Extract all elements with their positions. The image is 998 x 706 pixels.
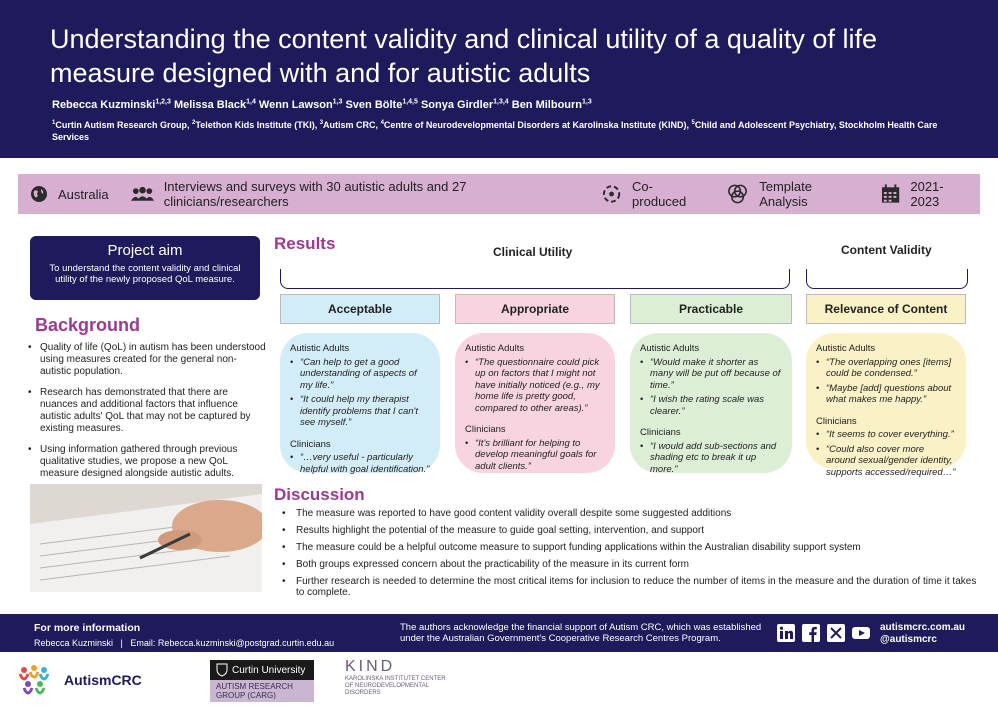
contact-separator: | [120,638,123,648]
group-label: Autistic Adults [290,343,350,354]
group-label: Autistic Adults [640,343,700,354]
group-label: Clinicians [465,424,506,435]
curtin-crest-icon [216,663,228,677]
project-aim-box [30,236,260,300]
info-analysis: Template Analysis [726,179,859,209]
group-label: Clinicians [816,415,857,427]
autismcrc-logo [16,660,142,700]
category-acceptable: Acceptable [280,294,440,324]
author: Sven Bölte$^{1,4,5}$ [345,98,418,111]
linkedin-icon[interactable] [776,623,796,643]
x-icon[interactable] [826,623,846,643]
curtin-logo [210,660,314,702]
group-label: Clinicians [640,427,681,438]
contact-email[interactable]: Email: Rebecca.kuzminski@postgrad.curtin.edu.au [130,638,335,648]
author: Melissa Black$^{1,4}$ [173,98,256,111]
list-item: • Quality of life (QoL) in autism has been understood using measures created for the general non-autistic population. [28,342,266,378]
content-validity-bracket [806,269,968,289]
quote: • “Would make it shorter as many will be put off because of time.” [640,357,782,392]
quote: • “The overlapping ones [items] could be condensed.” [816,357,956,380]
list-item: • The measure was reported to have good content validity overall despite some suggested additions [280,508,980,519]
calendar-icon [881,184,900,204]
category-practicable: Practicable [630,294,792,324]
background-list [28,342,266,489]
venn-icon [726,183,749,205]
category-relevance: Relevance of Content [806,294,966,324]
card-acceptable [280,333,440,473]
facebook-icon[interactable] [801,623,821,643]
results-heading: Results [274,234,336,253]
header [0,0,998,158]
clinical-utility-bracket [280,269,790,289]
discussion-heading: Discussion [274,485,365,504]
info-method: Interviews and surveys with 30 autistic adults and 27 clinicians/researchers [131,179,579,209]
project-aim-title: Project aim [107,242,183,259]
quote: • “…very useful - particularly helpful with goal identification.” [290,452,430,475]
quote: • “I would add sub-sections and shading etc to break it up more.” [640,441,782,476]
list-item: • Research has demonstrated that there are nuances and additional factors that influence autistic adults' QoL that may not be captured by existing measures. [28,387,266,435]
quote: • “It's brilliant for helping to develop meaningful goals for adult clients.” [465,438,605,473]
youtube-icon[interactable] [851,623,871,643]
info-years: 2021-2023 [881,179,970,209]
author: Rebecca Kuzminski$^{1,2,3}$ [52,98,171,111]
footer [0,614,998,652]
kind-logo-subtitle: KAROLINSKA INSTITUTET CENTER OF NEURODEVELOPMENTAL DISORDERS [345,676,446,696]
contact-name: Rebecca Kuzminski [34,638,114,648]
background-heading: Background [35,315,141,335]
info-design: Co-produced [601,179,704,209]
group-label: Autistic Adults [816,343,876,354]
clinical-utility-label: Clinical Utility [493,245,573,259]
list-item: • Both groups expressed concern about the practicability of the measure in its current form [280,559,980,570]
acknowledgement: The authors acknowledge the financial support of Autism CRC, which was established under the Australian Government's Cooperative Research Centres Program. [400,622,762,644]
web-info [880,622,965,646]
autismcrc-logo-text: AutismCRC [64,672,142,688]
kind-logo [345,658,455,697]
group-label: Clinicians [290,438,331,450]
website-link[interactable]: autismcrc.com.au [880,622,966,633]
social-handle: @autismcrc [880,634,937,645]
poster-title: Understanding the content validity and clinical utility of a quality of life measure designed with and for autistic adults [50,24,877,88]
card-practicable [630,333,792,473]
people-icon [131,186,154,202]
quote: • “It could help my therapist identify problems that I can't see myself.” [290,394,430,429]
quote: • “I wish the rating scale was clearer.” [640,394,782,417]
writing-photo [30,484,262,592]
project-aim-text: To understand the content validity and clinical utility of the newly proposed QoL measure. [49,263,241,285]
card-appropriate [455,333,615,473]
quote: • “It seems to cover everything.” [816,429,956,441]
hand-writing-image [30,484,262,592]
card-relevance [806,333,966,478]
author: Wenn Lawson$^{1,3}$ [258,98,343,111]
list-item: • The measure could be a helpful outcome measure to support funding applications within the Australian disability support system [280,542,980,553]
social-links [776,623,876,643]
curtin-group-label: AUTISM RESEARCH GROUP (CARG) [210,680,314,702]
quote: • “Can help to get a good understanding of aspects of my life.” [290,357,430,392]
kind-logo-text: KIND [345,658,396,675]
curtin-logo-top: Curtin University [210,660,314,680]
autismcrc-figures-icon [16,662,60,698]
quote: • “The questionnaire could pick up on factors that I might not have initially noticed (e.g., my home life is pretty good, compared to other areas).” [465,357,605,415]
cycle-icon [601,183,622,205]
contact-info [34,638,334,648]
globe-icon [30,185,48,203]
author: Ben Milbourn$^{1,3}$ [511,98,592,111]
quote: • “Could also cover more around sexual/gender identity, supports accessed/required…” [816,444,956,479]
content-validity-label: Content Validity [841,243,932,257]
list-item: • Using information gathered through previous qualitative studies, we propose a new QoL measure designed alongside autistic adults. [28,444,266,480]
group-label: Autistic Adults [465,343,525,354]
category-appropriate: Appropriate [455,294,615,324]
info-location: Australia [30,185,109,203]
author: Sonya Girdler$^{1,3,4}$ [420,98,509,111]
more-info-label: For more information [34,622,141,634]
authors [52,98,592,111]
info-bar [18,174,980,214]
list-item: • Results highlight the potential of the measure to guide goal setting, intervention, and support [280,525,980,536]
quote: • “Maybe [add] questions about what makes me happy.” [816,383,956,406]
affiliations: $^1$Curtin Autism Research Group, $^2$Telethon Kids Institute (TKI), $^3$Autism CRC, $^4$Centre of Neurodevelopmental Disorders at Karolinska Institute (KIND), $^5$Child and Adolescent Psychiatry, Stockholm Health Care Services [52,120,938,142]
list-item: • Further research is needed to determine the most critical items for inclusion to reduce the number of items in the measure and the duration of time it takes to complete. [280,576,980,598]
discussion-list [280,508,980,604]
